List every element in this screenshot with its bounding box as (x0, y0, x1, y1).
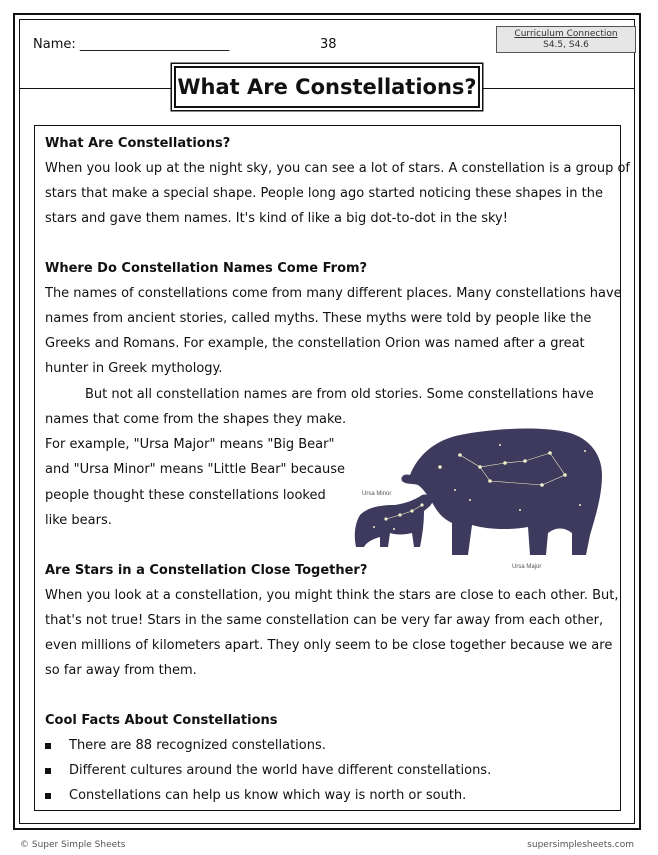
paragraph-line: stars that make a special shape. People long ago started noticing these shapes in the (45, 186, 603, 201)
curriculum-connection-box (496, 26, 636, 53)
paragraph-line: even millions of kilometers apart. They only seem to be close together because we are (45, 638, 613, 653)
list-item: Different cultures around the world have different constellations. (69, 763, 492, 778)
paragraph-line: For example, "Ursa Major" means "Big Bear" (45, 437, 335, 452)
paragraph-line: so far away from them. (45, 663, 197, 678)
paragraph-line: When you look at a constellation, you might think the stars are close to each other. But, (45, 588, 619, 603)
paragraph-line: hunter in Greek mythology. (45, 361, 223, 376)
page-title: What Are Constellations? (174, 66, 480, 108)
paragraph-line: names that come from the shapes they make. (45, 412, 347, 427)
section-heading: What Are Constellations? (45, 136, 231, 151)
paragraph-line: and "Ursa Minor" means "Little Bear" because (45, 462, 346, 477)
paragraph-line: like bears. (45, 513, 112, 528)
footer-copyright: © Super Simple Sheets (20, 840, 126, 850)
ursa-minor-label: Ursa Minor (362, 491, 392, 497)
name-field[interactable]: Name: _______________________ (33, 37, 230, 52)
footer-website[interactable]: supersimplesheets.com (527, 840, 634, 850)
curriculum-title: Curriculum Connection (514, 29, 618, 39)
paragraph-line: people thought these constellations looked (45, 488, 326, 503)
ursa-major-bear (401, 429, 602, 555)
bullet-icon (45, 768, 51, 774)
paragraph-line: Greeks and Romans. For example, the constellation Orion was named after a great (45, 336, 585, 351)
paragraph-line: The names of constellations come from many different places. Many constellations have (45, 286, 622, 301)
paragraph-line: that's not true! Stars in the same constellation can be very far away from each other, (45, 613, 604, 628)
paragraph-line: When you look up at the night sky, you can see a lot of stars. A constellation is a group of (45, 161, 630, 176)
list-item: Constellations can help us know which way is north or south. (69, 788, 467, 803)
bullet-icon (45, 743, 51, 749)
bear-constellations-illustration (340, 415, 610, 575)
ursa-major-label: Ursa Major (512, 564, 542, 570)
section-heading: Are Stars in a Constellation Close Together? (45, 563, 368, 578)
ursa-minor-bear (355, 494, 433, 547)
curriculum-codes: S4.5, S4.6 (543, 40, 589, 50)
section-heading: Cool Facts About Constellations (45, 713, 278, 728)
list-item: There are 88 recognized constellations. (69, 738, 326, 753)
paragraph-line: names from ancient stories, called myths. These myths were told by people like the (45, 311, 592, 326)
paragraph-line: stars and gave them names. It's kind of like a big dot-to-dot in the sky! (45, 211, 508, 226)
bullet-icon (45, 793, 51, 799)
page-number: 38 (320, 37, 337, 52)
section-heading: Where Do Constellation Names Come From? (45, 261, 368, 276)
paragraph-line: But not all constellation names are from old stories. Some constellations have (85, 387, 594, 402)
